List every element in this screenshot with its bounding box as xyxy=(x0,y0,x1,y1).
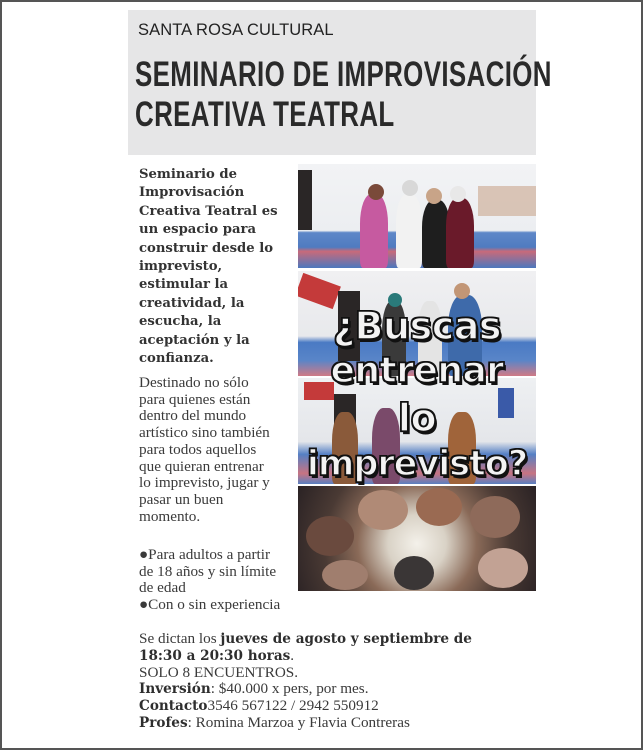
figure-pink xyxy=(360,194,388,268)
schedule-line-2 xyxy=(139,648,472,665)
title-line-1: SEMINARIO DE IMPROVISACIÓN xyxy=(135,55,552,94)
description-line: que quieran entrenar xyxy=(139,457,264,475)
contact-line xyxy=(139,698,472,715)
head xyxy=(322,560,368,590)
head xyxy=(402,180,418,196)
description-line: lo imprevisto, jugar y xyxy=(139,474,270,492)
price-label: Inversión xyxy=(139,681,211,698)
intro-line: un espacio para xyxy=(139,222,257,238)
intro-line: construir desde lo xyxy=(139,240,274,256)
figure-white xyxy=(396,194,422,268)
schedule-line-1 xyxy=(139,631,472,648)
requirement-item: de 18 años y sin límite xyxy=(139,562,277,580)
intro-line: escucha, la xyxy=(139,314,222,330)
description-line: para quienes están xyxy=(139,390,251,408)
requirement-item: ●Para adultos a partir xyxy=(139,546,271,563)
intro-line: estimular la xyxy=(139,277,229,293)
overlay-text-line: entrenar xyxy=(330,350,504,391)
overlay-text-line: lo xyxy=(397,396,437,440)
requirements-list xyxy=(139,547,280,614)
description-line: pasar un buen xyxy=(139,490,224,508)
title-line-2: CREATIVA TEATRAL xyxy=(135,95,395,134)
page-title xyxy=(135,55,552,135)
teachers-line xyxy=(139,715,472,732)
photo-group-circle xyxy=(298,486,536,591)
description-paragraph xyxy=(139,375,299,525)
intro-paragraph xyxy=(139,166,299,368)
intro-line: confianza. xyxy=(139,351,214,367)
price-line xyxy=(139,681,472,698)
head xyxy=(394,556,434,590)
head xyxy=(478,548,528,588)
description-line: para todos aquellos xyxy=(139,440,257,458)
details-section xyxy=(139,631,472,732)
contact-phones: 3546 567122 / 2942 550912 xyxy=(207,697,379,715)
sessions-count: SOLO 8 ENCUENTROS. xyxy=(139,663,299,681)
schedule-hours: 18:30 a 20:30 horas xyxy=(139,647,291,664)
intro-line: Seminario de xyxy=(139,167,237,182)
overlay-text-line: ¿Buscas xyxy=(333,304,501,348)
head xyxy=(470,496,520,538)
org-name: SANTA ROSA CULTURAL xyxy=(138,21,334,39)
head xyxy=(368,184,384,200)
head xyxy=(426,188,442,204)
description-line: dentro del mundo xyxy=(139,407,247,425)
intro-line: Creativa Teatral es xyxy=(139,203,278,219)
description-line: artístico sino también xyxy=(139,424,270,442)
intro-line: creatividad, la xyxy=(139,295,245,311)
photo-group-dancing xyxy=(298,164,536,268)
teachers-label: Profes xyxy=(139,714,188,731)
overlay-text-line: imprevisto? xyxy=(306,444,528,484)
schedule-prefix: Se dictan los xyxy=(139,630,221,647)
head xyxy=(416,488,462,526)
schedule-suffix: . xyxy=(290,646,295,664)
contact-label: Contacto xyxy=(139,698,208,715)
intro-line: Improvisación xyxy=(139,185,245,201)
window-shape xyxy=(478,186,536,216)
schedule-days: jueves de agosto y septiembre de xyxy=(220,631,472,647)
figure-red xyxy=(446,198,474,268)
teachers-names: : Romina Marzoa y Flavia Contreras xyxy=(187,713,410,731)
header-box xyxy=(128,10,552,155)
description-line: momento. xyxy=(139,507,201,525)
price-value: : $40.000 x pers, por mes. xyxy=(210,680,369,698)
description-line: Destinado no sólo xyxy=(139,374,249,391)
head xyxy=(450,186,466,202)
requirement-item: ●Con o sin experiencia xyxy=(139,596,281,614)
door-shape xyxy=(298,170,312,230)
head xyxy=(358,490,408,530)
head xyxy=(454,283,470,299)
intro-line: aceptación y la xyxy=(139,332,250,348)
photo-collage xyxy=(298,164,536,591)
head xyxy=(306,516,354,556)
intro-line: imprevisto, xyxy=(139,259,223,275)
requirement-item: de edad xyxy=(139,579,186,597)
